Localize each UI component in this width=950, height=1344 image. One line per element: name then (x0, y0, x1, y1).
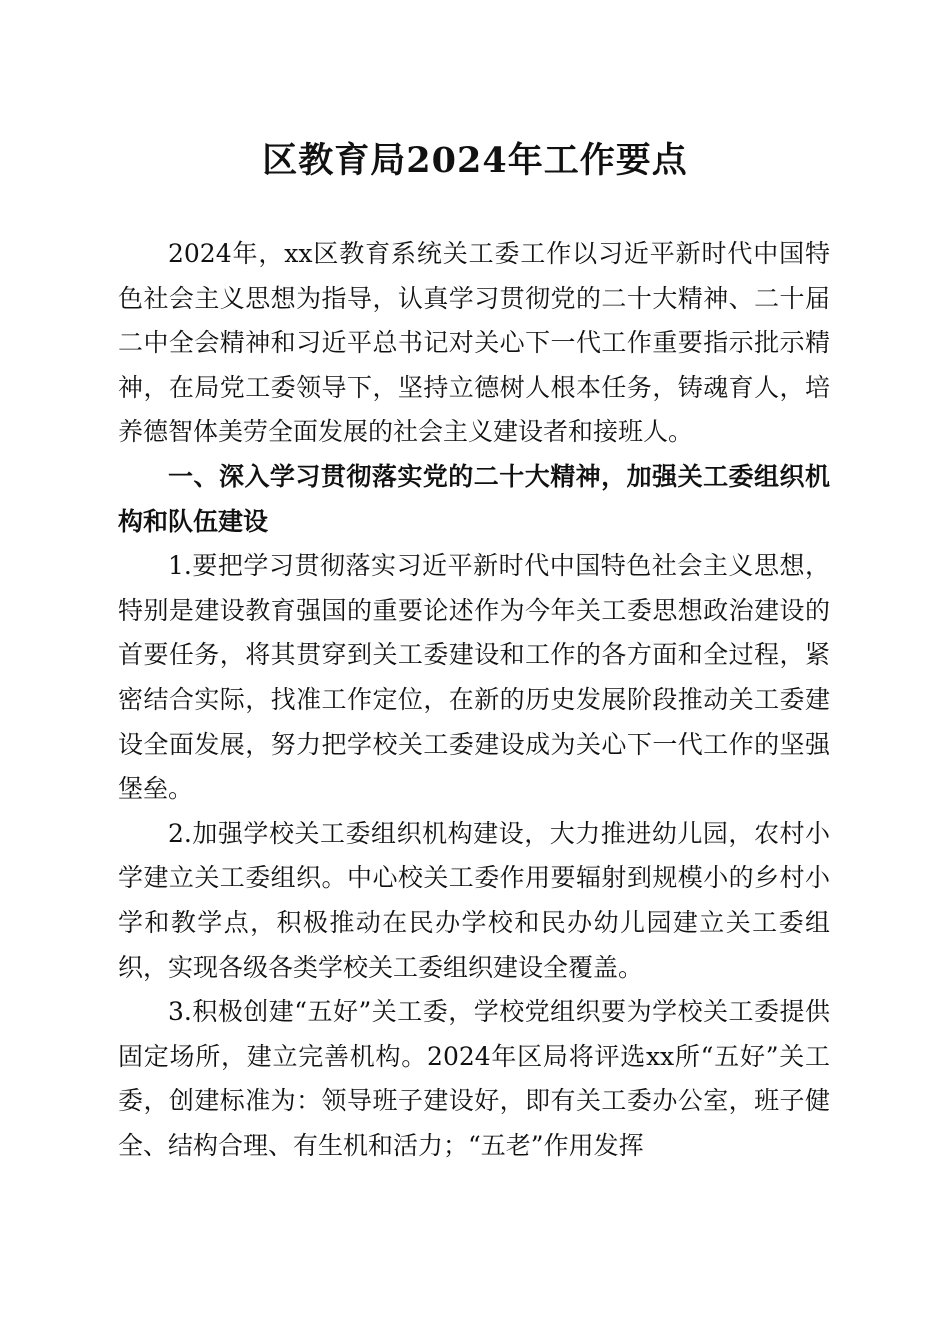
item-paragraph-3: 3.积极创建“五好”关工委，学校党组织要为学校关工委提供固定场所，建立完善机构。2024年区局将评选xx所“五好”关工委，创建标准为：领导班子建设好，即有关工委办公室，班子健全、结构合理、有生机和活力；“五老”作用发挥 (118, 997, 830, 1160)
item-paragraph-1: 1.要把学习贯彻落实习近平新时代中国特色社会主义思想，特别是建设教育强国的重要论述作为今年关工委思想政治建设的首要任务，将其贯穿到关工委建设和工作的各方面和全过程，紧密结合实际，找准工作定位，在新的历史发展阶段推动关工委建设全面发展，努力把学校关工委建设成为关心下一代工作的坚强堡垒。 (118, 551, 830, 804)
section-heading-1: 一、深入学习贯彻落实党的二十大精神，加强关工委组织机构和队伍建设 (118, 461, 830, 536)
item-paragraph-2: 2.加强学校关工委组织机构建设，大力推进幼儿园，农村小学建立关工委组织。中心校关工委作用要辐射到规模小的乡村小学和教学点，积极推动在民办学校和民办幼儿园建立关工委组织，实现各级各类学校关工委组织建设全覆盖。 (118, 818, 830, 982)
document-body (118, 232, 830, 1168)
intro-paragraph: 2024年，xx区教育系统关工委工作以习近平新时代中国特色社会主义思想为指导，认真学习贯彻党的二十大精神、二十届二中全会精神和习近平总书记对关心下一代工作重要指示批示精神，在局党工委领导下，坚持立德树人根本任务，铸魂育人，培养德智体美劳全面发展的社会主义建设者和接班人。 (118, 239, 830, 447)
document-title: 区教育局2024年工作要点 (262, 140, 688, 181)
